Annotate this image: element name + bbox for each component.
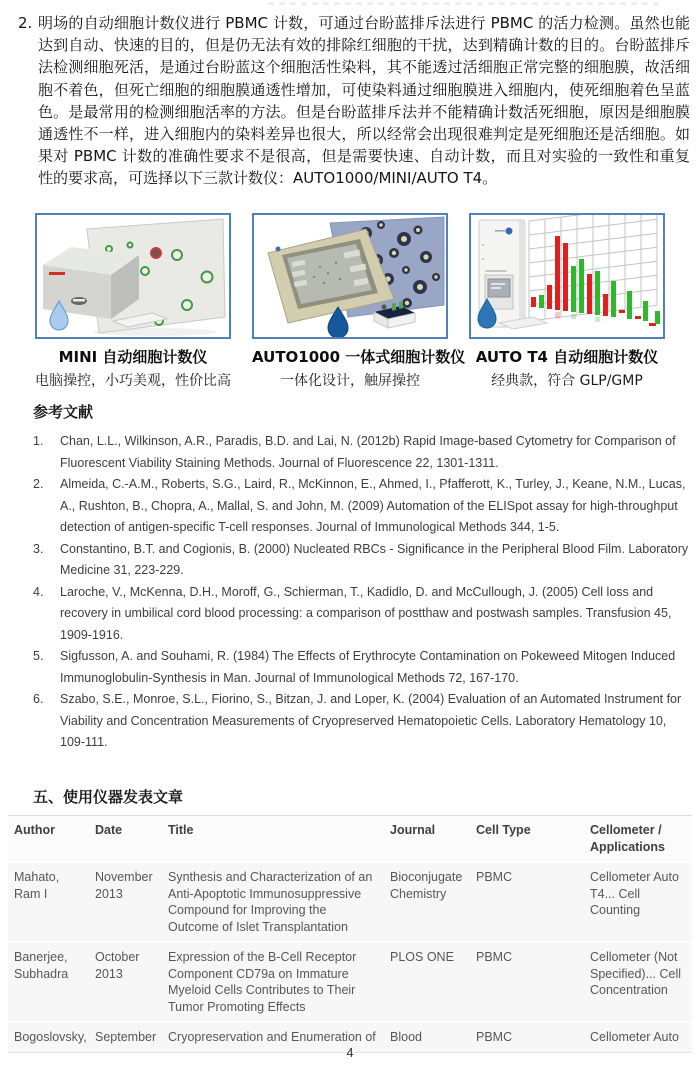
cell-cell-type: PBMC (476, 1030, 513, 1044)
cell-author: Mahato, Ram I (14, 870, 60, 901)
product-desc: 电脑操控，小巧美观，性价比高 (35, 373, 231, 389)
reference-number: 1. (33, 434, 44, 448)
table-header-row (8, 816, 692, 863)
reference-text: Constantino, B.T. and Cogionis, B. (2000) Nucleated RBCs - Significance in the Peripheral Blood Film. Laboratory Medicine 31, 223-229. (60, 541, 689, 577)
product-gallery (35, 213, 665, 390)
product-name: AUTO1000 一体式细胞计数仪 (252, 348, 466, 366)
red-cell-ring (151, 248, 161, 258)
cell-title: Expression of the B-Cell Receptor Component CD79a on Immature Myeloid Cells Contributes to Their Tumor Promoting Effects (168, 950, 357, 1014)
col-header-journal: Journal (390, 823, 436, 837)
cell-cell-type: PBMC (476, 950, 513, 964)
product-mini (35, 213, 231, 390)
product-desc: 一体化设计，触屏操控 (280, 373, 420, 389)
reference-text: Szabo, S.E., Monroe, S.L., Fiorino, S., Bitzan, J. and Loper, K. (2004) Evaluation of an Automated Instrument for Viability and Concentration Measurements of Cryopreserved Hematopoietic Cells. Laboratory Hematology 10, 109-111. (60, 692, 682, 749)
auto1000-counter-illustration (254, 215, 446, 337)
reference-text: Sigfusson, A. and Souhami, R. (1984) The Effects of Erythrocyte Contamination on Pokeweed Mitogen Induced Immunoglobulin-Synthesis in Man. Journal of Immunological Methods 72, 167-170. (60, 649, 676, 685)
reference-item (33, 474, 690, 539)
product-auto-t4 (469, 213, 665, 390)
table-row (8, 943, 692, 1023)
cell-journal: Bioconjugate Chemistry (390, 870, 463, 901)
paragraph-number: 2. (18, 14, 33, 32)
reference-item (33, 689, 690, 754)
cell-author: Banerjee, Subhadra (14, 950, 69, 981)
paragraph-item-2 (18, 12, 690, 190)
col-header-cellometer: Cellometer / Applications (590, 823, 666, 854)
reference-text: Almeida, C.-A.M., Roberts, S.G., Laird, R., McKinnon, E., Ahmed, I., Pfafferott, K., Turley, J., Keane, N.M., Lucas, A., Rushton, B., Chopra, A., Mallal, S. and John, M. (2009) Automation of the ELISpot assay for high-throughput detection of antigen-specific T-cell responses. Journal of Immunological Methods 344, 1-5. (60, 477, 686, 534)
cell-cellometer: Cellometer (Not Specified)... Cell Concentration (590, 950, 682, 997)
reference-item (33, 539, 690, 582)
reference-number: 2. (33, 477, 44, 491)
cell-author: Bogoslovsky, (14, 1030, 87, 1044)
cell-cellometer: Cellometer Auto (590, 1030, 679, 1044)
auto-t4-counter-photo (469, 213, 665, 339)
reference-text: Laroche, V., McKenna, D.H., Moroff, G., Schierman, T., Kadidlo, D. and McCullough, J. (2005) Cell loss and recovery in umbilical cord blood processing: a comparison of postthaw and postwash samples. Transfusion 45, 1909-1916. (60, 584, 672, 642)
product-name: AUTO T4 自动细胞计数仪 (475, 348, 659, 366)
paragraph-text: 明场的自动细胞计数仪进行 PBMC 计数，可通过台盼蓝排斥法进行 PBMC 的活力检测。虽然也能达到自动、快速的目的，但是仍无法有效的排除红细胞的干扰，达到精确计数的目的。台盼蓝排斥法检测细胞死活，是通过台盼蓝这个细胞活性染料，其不能透过活细胞正常完整的细胞膜，故活细胞不着色，但死亡细胞的细胞膜通透性增加，可使染料通过细胞膜进入细胞内，使死细胞着色呈蓝色。是最常用的检测细胞活率的方法。但是台盼蓝排斥法并不能精确计数活死细胞，原因是细胞膜通透性不一样，进入细胞内的染料差异也很大，所以经常会出现很难判定是死细胞还是活细胞。如果对 PBMC 计数的准确性要求不是很高，但是需要快速、自动计数，而且对实验的一致性和重复性的要求高，可选择以下三款计数仪：AUTO1000/MINI/AUTO T4。 (38, 14, 690, 188)
col-header-date: Date (95, 823, 123, 837)
cell-title: Synthesis and Characterization of an Anti-Apoptotic Immunosuppressive Compound for Improving the Outcome of Islet Transplantation (168, 870, 373, 934)
reference-item (33, 431, 690, 474)
page-top-artifact (268, 2, 663, 5)
reference-item (33, 646, 690, 689)
cell-cellometer: Cellometer Auto T4... Cell Counting (590, 870, 679, 917)
col-header-cell-type: Cell Type (476, 823, 531, 837)
reference-number: 5. (33, 649, 44, 663)
cell-title: Cryopreservation and Enumeration of (168, 1030, 376, 1044)
references-section (33, 401, 690, 754)
section-five-heading: 五、使用仪器发表文章 (33, 788, 184, 806)
reference-number: 4. (33, 584, 44, 599)
reference-text: Chan, L.L., Wilkinson, A.R., Paradis, B.D. and Lai, N. (2012b) Rapid Image-based Cytometry for Comparison of Fluorescent Viability Staining Methods. Journal of Fluorescence 22, 1301-1311. (60, 434, 676, 470)
product-auto1000 (252, 213, 466, 390)
cell-journal: Blood (390, 1030, 422, 1044)
cell-journal: PLOS ONE (390, 950, 454, 964)
publications-table (8, 815, 692, 1053)
reference-item (33, 582, 690, 647)
mini-counter-illustration (37, 215, 229, 337)
mini-counter-photo (35, 213, 231, 339)
reference-number: 3. (33, 541, 44, 556)
cell-cell-type: PBMC (476, 870, 513, 884)
auto1000-counter-photo (252, 213, 448, 339)
product-desc: 经典款，符合 GLP/GMP (491, 373, 643, 389)
col-header-author: Author (14, 823, 55, 837)
product-name: MINI 自动细胞计数仪 (58, 348, 208, 366)
col-header-title: Title (168, 823, 194, 837)
references-heading: 参考文献 (33, 403, 94, 421)
reference-number: 6. (33, 692, 44, 706)
cell-date: September (95, 1030, 157, 1044)
cell-date: October 2013 (95, 950, 140, 981)
auto-t4-counter-illustration (471, 215, 663, 337)
cell-date: November 2013 (95, 870, 153, 901)
table-row (8, 863, 692, 943)
page-number: 4 (346, 1046, 354, 1060)
